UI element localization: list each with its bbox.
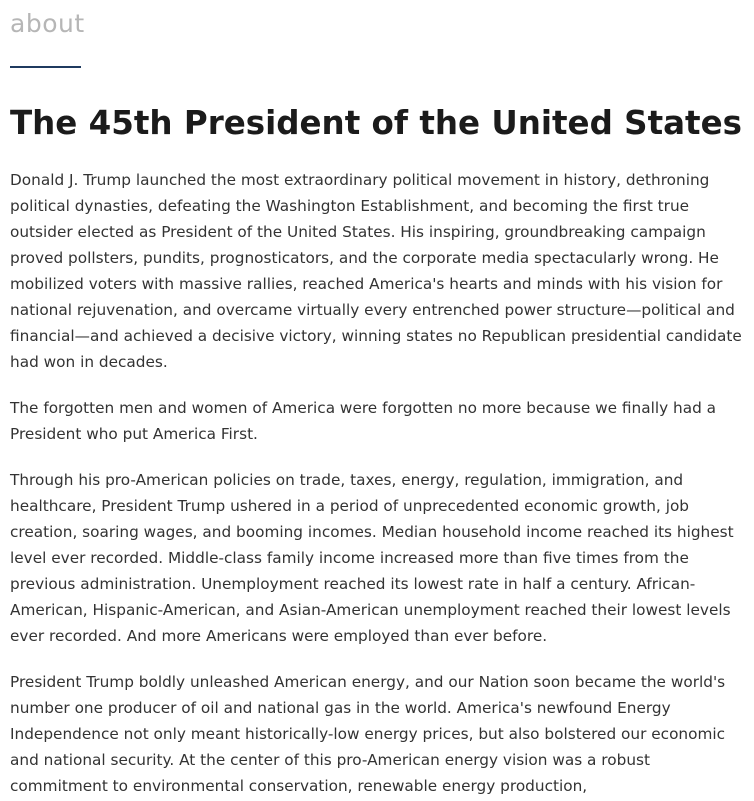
title-divider: [10, 66, 81, 68]
section-kicker: about: [10, 9, 85, 38]
paragraph-1: Donald J. Trump launched the most extraordinary political movement in history, dethroning political dynasties, defeating the Washington Establishment, and becoming the first true outsider elected as President of the United States. His inspiring, groundbreaking campaign proved pollsters, pundits, prognosticators, and the corporate media spectacularly wrong. He mobilized voters with massive rallies, reached America's hearts and minds with his vision for national rejuvenation, and overcame virtually every entrenched power structure—political and financial—and achieved a decisive victory, winning states no Republican presidential candidate had won in decades.: [10, 171, 742, 371]
paragraph-2: The forgotten men and women of America were forgotten no more because we finally had a President who put America First.: [10, 399, 717, 443]
page-title: The 45th President of the United States: [10, 104, 742, 142]
article-body: [10, 167, 752, 801]
paragraph-4: President Trump boldly unleashed American energy, and our Nation soon became the world's number one producer of oil and national gas in the world. America's newfound Energy Independence not only meant historically-low energy prices, but also bolstered our economic and national security. At the center of this pro-American energy vision was a robust commitment to environmental conservation, renewable energy production,: [10, 673, 726, 795]
paragraph-3: Through his pro-American policies on trade, taxes, energy, regulation, immigration, and healthcare, President Trump ushered in a period of unprecedented economic growth, job creation, soaring wages, and booming incomes. Median household income reached its highest level ever recorded. Middle-class family income increased more than five times from the previous administration. Unemployment reached its lowest rate in half a century. African-American, Hispanic-American, and Asian-American unemployment reached their lowest levels ever recorded. And more Americans were employed than ever before.: [10, 471, 734, 645]
